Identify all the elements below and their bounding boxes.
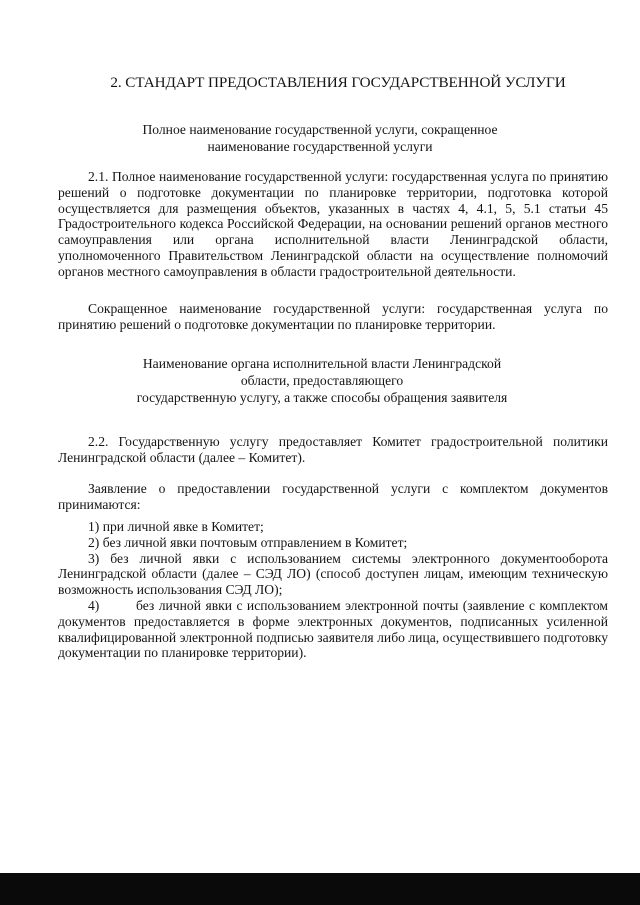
subheading-authority-line-3: государственную услугу, а также способы обращения заявителя <box>136 390 508 405</box>
paragraph-2-1: 2.1. Полное наименование государственной услуги: государственная услуга по принятию решений о подготовке документации по планировке территории, подготовка которой осуществляется для размещения объектов, указанных в частях 4, 4.1, 5, 5.1 статьи 45 Градостроительного кодекса Российской Федерации, на основании решений органов местного самоуправления или органа исполнительной власти Ленинградской области, уполномоченного Правительством Ленинградской области на осуществление полномочий органов местного самоуправления в области градостроительной деятельности. <box>58 169 608 279</box>
list-item: 1) при личной явке в Комитет; <box>88 519 264 534</box>
subheading-service-name-line-1: Полное наименование государственной услуги, сокращенное <box>142 122 498 137</box>
list-item-text: без личной явки с использованием электронной почты (заявление с комплектом документов предоставляется в форме электронных документов, подписанных усиленной квалифицированной электронной подписью заявителя либо лица, осуществившего подготовку документации по планировке территории). <box>58 597 608 661</box>
paragraph-short-name: Сокращенное наименование государственной услуги: государственная услуга по принятию решений о подготовке документации по планировке территории. <box>58 301 608 332</box>
submission-methods-list <box>58 519 608 661</box>
paragraph-application: Заявление о предоставлении государственной услуги с комплектом документов принимаются: <box>58 481 608 512</box>
paragraph-2-2: 2.2. Государственную услугу предоставляет Комитет градостроительной политики Ленинградской области (далее – Комитет). <box>58 434 608 465</box>
section-title: 2. СТАНДАРТ ПРЕДОСТАВЛЕНИЯ ГОСУДАРСТВЕННОЙ УСЛУГИ <box>110 74 566 91</box>
list-item: 3) без личной явки с использованием системы электронного документооборота Ленинградской области (далее – СЭД ЛО) (способ доступен лицам, имеющим техническую возможность использования СЭД ЛО); <box>58 550 608 598</box>
list-item: 2) без личной явки почтовым отправлением в Комитет; <box>88 534 408 550</box>
list-item-number: 4) <box>88 597 100 613</box>
scan-bottom-border <box>0 873 640 905</box>
list-item <box>58 598 608 661</box>
subheading-authority-line-2: области, предоставляющего <box>240 373 404 388</box>
subheading-authority-line-1: Наименование органа исполнительной власти Ленинградской <box>142 356 502 371</box>
subheading-authority <box>2 355 640 406</box>
subheading-service-name-line-2: наименование государственной услуги <box>207 139 433 154</box>
subheading-service-name <box>0 121 640 155</box>
